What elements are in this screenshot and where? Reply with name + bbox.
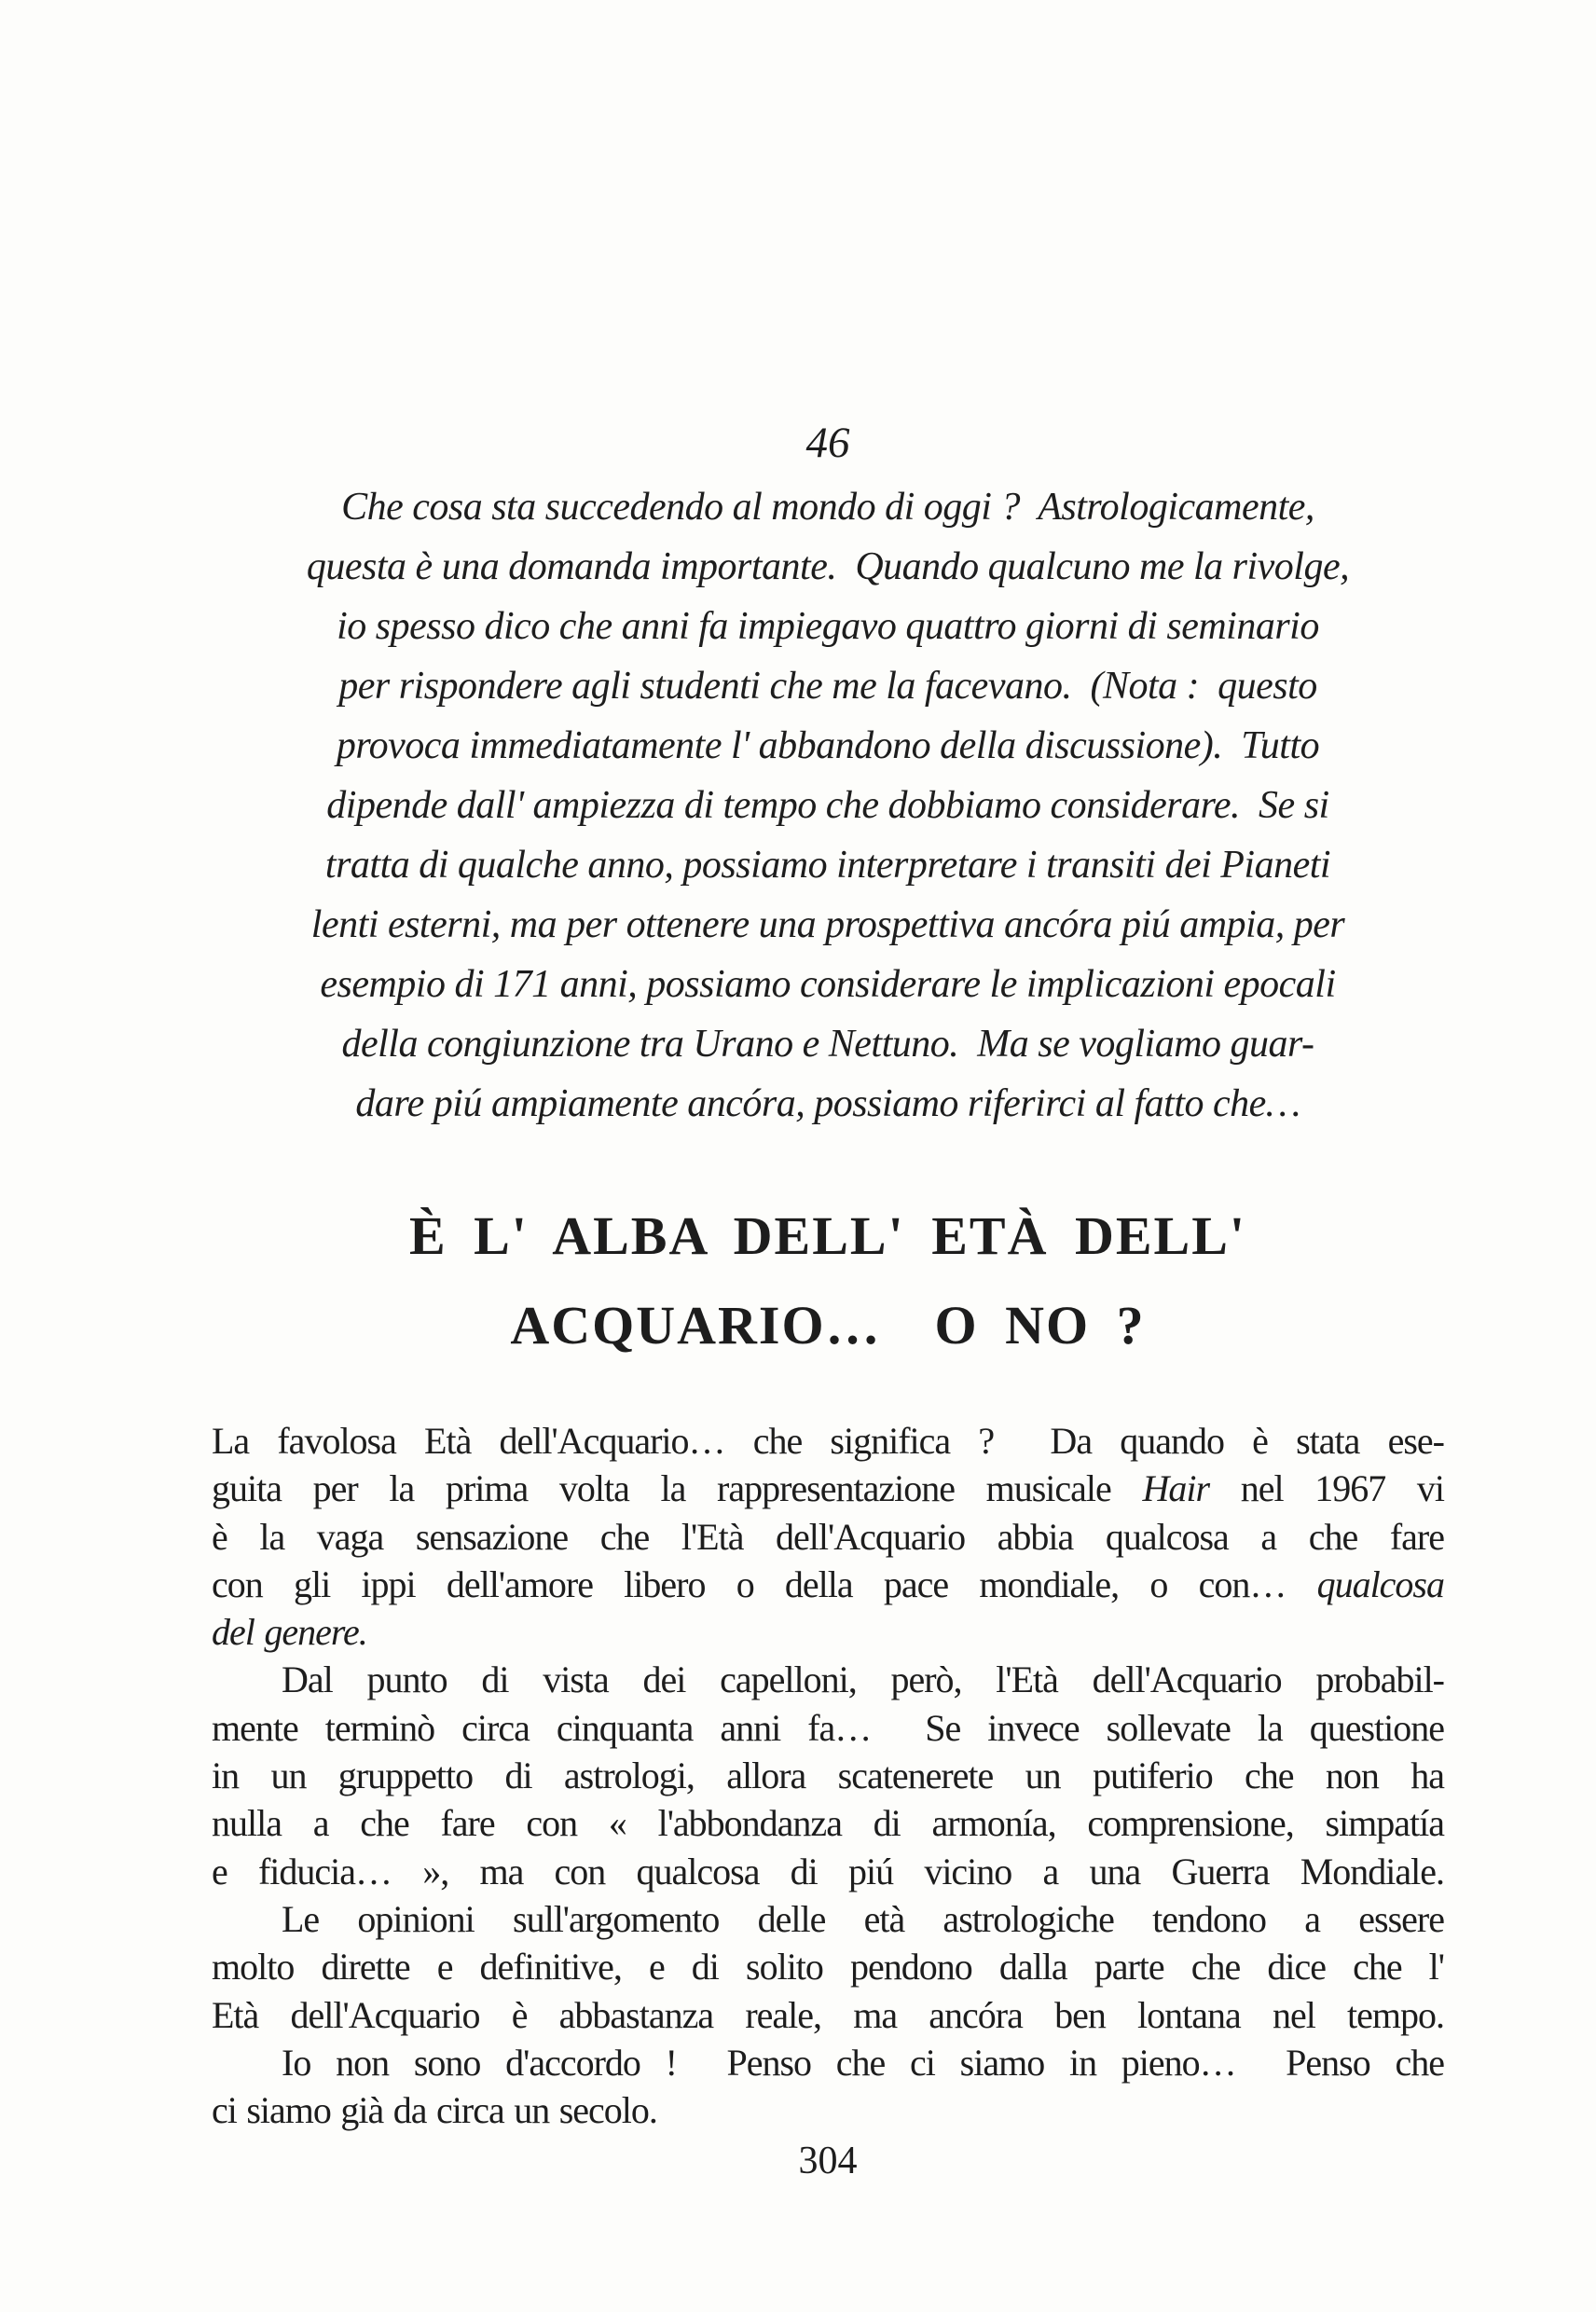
body-line [212, 2039, 1444, 2086]
epigraph-line: dare piú ampiamente ancóra, possiamo riferirci al fatto che… [355, 1082, 1300, 1125]
body-line [212, 1561, 1444, 1608]
epigraph-line: per rispondere agli studenti che me la facevano. (Nota : questo [338, 665, 1317, 708]
plain-text: Le opinioni sull'argomento delle età astrologiche tendono a essere [282, 1897, 1444, 1940]
plain-text: con gli ippi dell'amore libero o della pace mondiale, o con… [212, 1562, 1317, 1605]
body-line [212, 2086, 1444, 2134]
plain-text: nulla a che fare con « l'abbondanza di armonía, comprensione, simpatía [212, 1802, 1444, 1845]
epigraph-line: dipende dall' ampiezza di tempo che dobbiamo considerare. Se si [326, 784, 1329, 827]
body-line [212, 1752, 1444, 1799]
plain-text: in un gruppetto di astrologi, allora scatenerete un putiferio che non ha [212, 1755, 1444, 1797]
epigraph-line: della congiunzione tra Urano e Nettuno. Ma se vogliamo guar- [341, 1023, 1314, 1066]
body-line [212, 1513, 1444, 1561]
italic-text: qualcosa [1316, 1562, 1444, 1605]
paragraph [212, 2039, 1444, 2135]
body-line [212, 1895, 1444, 1943]
plain-text: La favolosa Età dell'Acquario… che significa ? Da quando è stata ese- [212, 1420, 1444, 1462]
plain-text: e fiducia… », ma con qualcosa di piú vicino a una Guerra Mondiale. [212, 1850, 1444, 1892]
epigraph-line: Che cosa sta succedendo al mondo di oggi ? Astrologicamente, [341, 486, 1314, 529]
plain-text: molto dirette e definitive, e di solito pendono dalla parte che dice che l' [212, 1946, 1444, 1989]
epigraph-line: lenti esterni, ma per ottenere una prospettiva ancóra piú ampia, per [310, 903, 1345, 946]
epigraph-line: esempio di 171 anni, possiamo considerare le implicazioni epocali [320, 963, 1336, 1006]
italic-text: del genere. [212, 1611, 367, 1654]
chapter-number: 46 [805, 419, 850, 467]
body-line [212, 1943, 1444, 1990]
body-line [212, 1608, 1444, 1656]
section-title-line: È L' ALBA DELL' ETÀ DELL' [408, 1205, 1247, 1266]
section-title-line: ACQUARIO… O NO ? [510, 1295, 1146, 1356]
section-title [212, 1191, 1444, 1370]
plain-text: è la vaga sensazione che l'Età dell'Acquario abbia qualcosa a che fare [212, 1515, 1444, 1558]
plain-text: Dal punto di vista dei capelloni, però, l'Età dell'Acquario probabil- [282, 1658, 1444, 1701]
plain-text: Io non sono d'accordo ! Penso che ci siamo in pieno… Penso che [282, 2041, 1444, 2084]
body-line [212, 1704, 1444, 1752]
epigraph-line: questa è una domanda importante. Quando qualcuno me la rivolge, [306, 545, 1350, 588]
plain-text: mente terminò circa cinquanta anni fa… Se invece sollevate la questione [212, 1706, 1444, 1749]
body-line [212, 1656, 1444, 1703]
plain-text: guita per la prima volta la rappresentazione musicale [212, 1467, 1143, 1510]
plain-text: ci siamo già da circa un secolo. [212, 2089, 657, 2132]
body-line [212, 1799, 1444, 1847]
epigraph-line: io spesso dico che anni fa impiegavo quattro giorni di seminario [337, 605, 1319, 648]
epigraph [212, 477, 1444, 1134]
epigraph-line: provoca immediatamente l' abbandono della discussione). Tutto [336, 724, 1320, 767]
paragraph [212, 1656, 1444, 1894]
page-number: 304 [798, 2140, 858, 2182]
body-text [212, 1417, 1444, 2134]
plain-text: Età dell'Acquario è abbastanza reale, ma ancóra ben lontana nel tempo. [212, 1993, 1444, 2036]
epigraph-line: tratta di qualche anno, possiamo interpretare i transiti dei Pianeti [324, 844, 1331, 887]
plain-text: nel 1967 vi [1209, 1467, 1445, 1510]
body-line [212, 1465, 1444, 1512]
paragraph [212, 1895, 1444, 2039]
paragraph [212, 1417, 1444, 1656]
body-line [212, 1417, 1444, 1465]
body-line [212, 1991, 1444, 2039]
italic-text: Hair [1142, 1467, 1210, 1510]
body-line [212, 1848, 1444, 1895]
